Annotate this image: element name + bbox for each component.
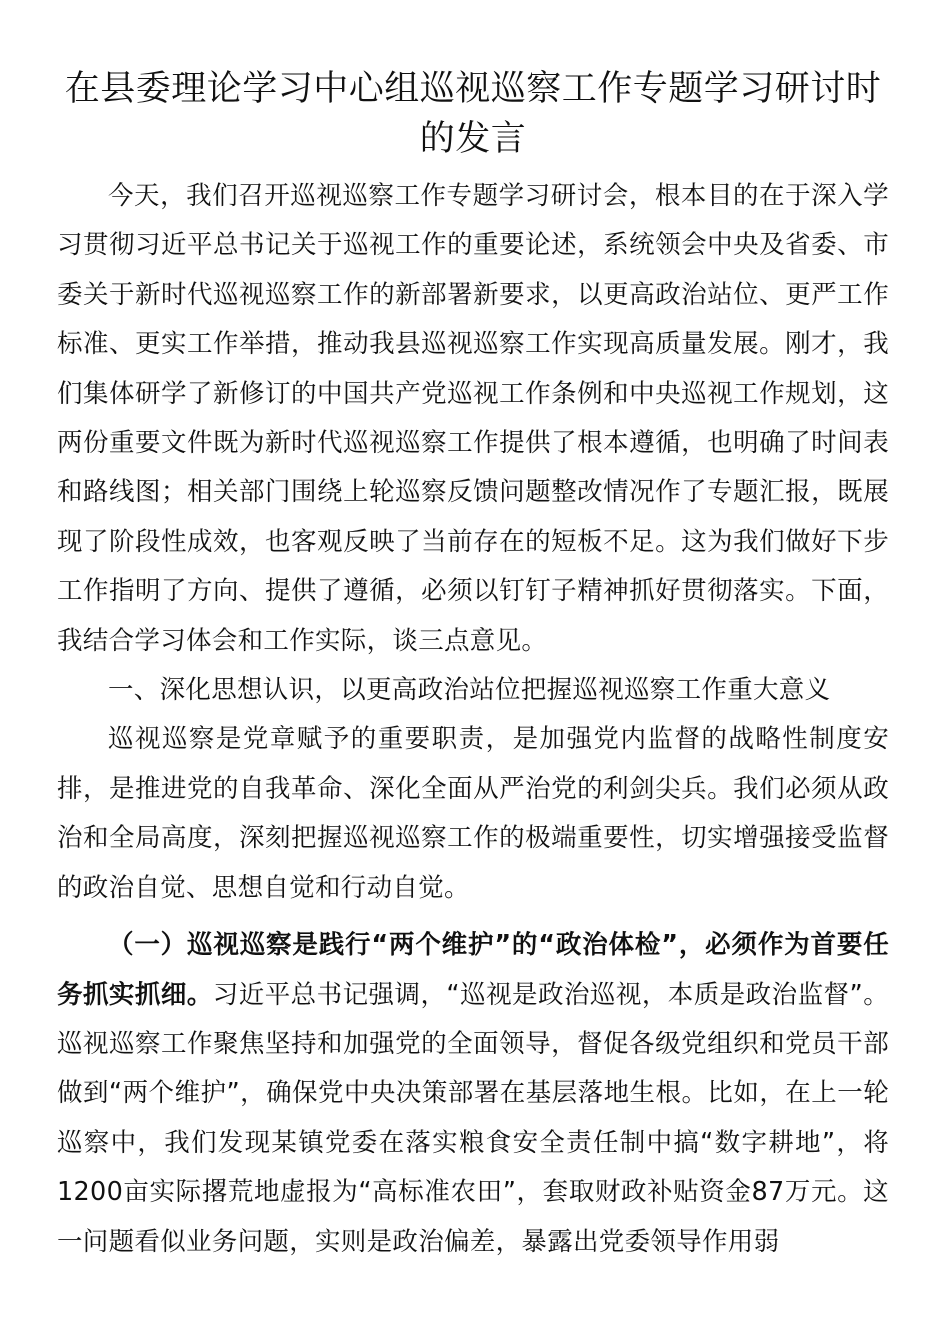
subsection-1-text: 习近平总书记强调，“巡视是政治巡视，本质是政治监督”。巡视巡察工作聚焦坚持和加强党的全面领导，督促各级党组织和党员干部做到“两个维护”，确保党中央决策部署在基层落地生根。比如，在上一轮巡察中，我们发现某镇党委在落实粮食安全责任制中搞“数字耕地”，将1200亩实际撂荒地虚报为“高标准农田”，套取财政补贴资金87万元。这一问题看似业务问题，实则是政治偏差，暴露出党委领导作用弱	[57, 979, 889, 1257]
section-1-heading: 一、深化思想认识，以更高政治站位把握巡视巡察工作重大意义	[108, 675, 831, 706]
subsection-1-paragraph	[57, 921, 889, 1267]
intro-paragraph: 今天，我们召开巡视巡察工作专题学习研讨会，根本目的在于深入学习贯彻习近平总书记关于巡视工作的重要论述，系统领会中央及省委、市委关于新时代巡视巡察工作的新部署新要求，以更高政治站位、更严工作标准、更实工作举措，推动我县巡视巡察工作实现高质量发展。刚才，我们集体研学了新修订的中国共产党巡视工作条例和中央巡视工作规划，这两份重要文件既为新时代巡视巡察工作提供了根本遵循，也明确了时间表和路线图；相关部门围绕上轮巡察反馈问题整改情况作了专题汇报，既展现了阶段性成效，也客观反映了当前存在的短板不足。这为我们做好下步工作指明了方向、提供了遵循，必须以钉钉子精神抓好贯彻落实。下面，我结合学习体会和工作实际，谈三点意见。	[57, 181, 889, 656]
section-1-paragraph: 巡视巡察是党章赋予的重要职责，是加强党内监督的战略性制度安排，是推进党的自我革命、深化全面从严治党的利剑尖兵。我们必须从政治和全局高度，深刻把握巡视巡察工作的极端重要性，切实增强接受监督的政治自觉、思想自觉和行动自觉。	[57, 724, 889, 903]
document-title: 在县委理论学习中心组巡视巡察工作专题学习研讨时的发言	[64, 69, 882, 159]
subsection-1-heading: （一）巡视巡察是践行“两个维护”的“政治体检”，必须作为首要任务抓实抓细。	[57, 930, 889, 1010]
document-page	[57, 64, 889, 1267]
